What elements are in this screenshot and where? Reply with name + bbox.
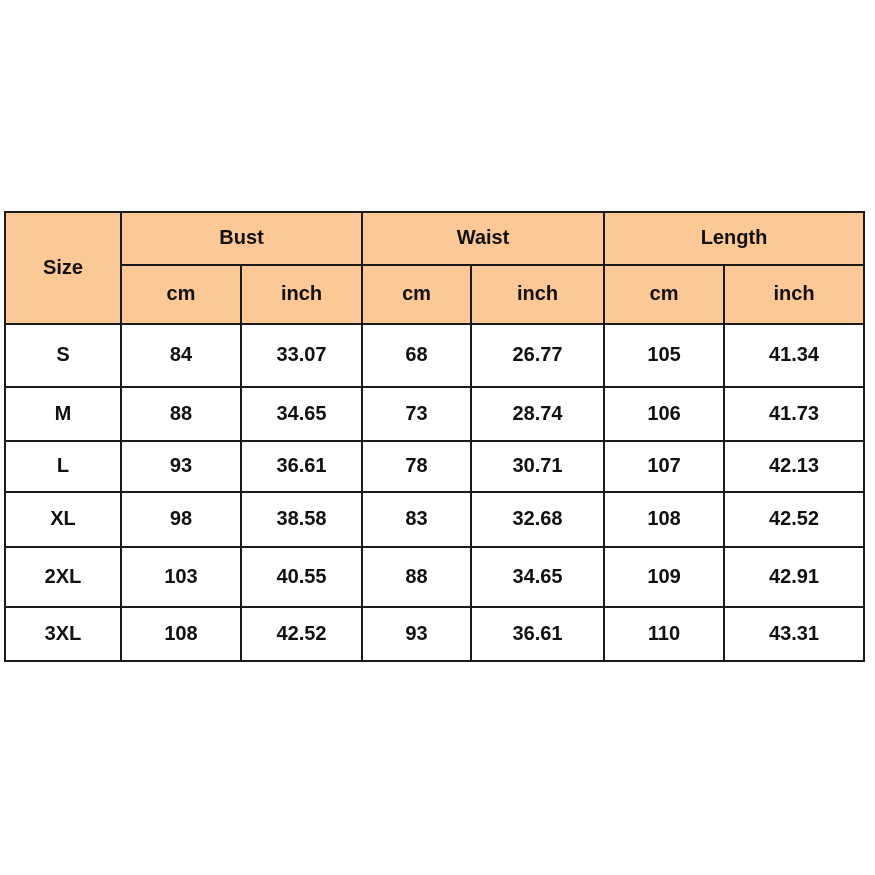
waist-inch-cell: 30.71	[471, 441, 604, 492]
waist-inch-header: inch	[471, 265, 604, 324]
length-inch-cell: 41.73	[724, 387, 864, 441]
table-row	[5, 387, 864, 441]
waist-cm-cell: 88	[362, 547, 471, 607]
bust-inch-cell: 33.07	[241, 324, 362, 387]
bust-inch-cell: 34.65	[241, 387, 362, 441]
table-body	[5, 324, 864, 661]
length-cm-cell: 106	[604, 387, 724, 441]
length-header: Length	[604, 212, 864, 265]
size-cell: 3XL	[5, 607, 121, 661]
bust-cm-cell: 84	[121, 324, 241, 387]
length-inch-cell: 43.31	[724, 607, 864, 661]
waist-cm-cell: 83	[362, 492, 471, 547]
waist-inch-cell: 32.68	[471, 492, 604, 547]
waist-inch-cell: 26.77	[471, 324, 604, 387]
size-cell: L	[5, 441, 121, 492]
waist-inch-cell: 36.61	[471, 607, 604, 661]
size-cell: XL	[5, 492, 121, 547]
table-row	[5, 547, 864, 607]
waist-inch-cell: 28.74	[471, 387, 604, 441]
size-chart-table	[4, 211, 865, 662]
table-row	[5, 492, 864, 547]
waist-cm-cell: 93	[362, 607, 471, 661]
waist-cm-header: cm	[362, 265, 471, 324]
length-inch-cell: 42.52	[724, 492, 864, 547]
bust-inch-cell: 40.55	[241, 547, 362, 607]
bust-cm-cell: 88	[121, 387, 241, 441]
length-inch-cell: 42.13	[724, 441, 864, 492]
bust-header: Bust	[121, 212, 362, 265]
size-cell: M	[5, 387, 121, 441]
waist-header: Waist	[362, 212, 604, 265]
size-header: Size	[5, 212, 121, 324]
waist-inch-cell: 34.65	[471, 547, 604, 607]
length-inch-cell: 41.34	[724, 324, 864, 387]
length-inch-header: inch	[724, 265, 864, 324]
size-cell: 2XL	[5, 547, 121, 607]
length-inch-cell: 42.91	[724, 547, 864, 607]
length-cm-header: cm	[604, 265, 724, 324]
table-header	[5, 212, 864, 324]
length-cm-cell: 110	[604, 607, 724, 661]
length-cm-cell: 109	[604, 547, 724, 607]
waist-cm-cell: 68	[362, 324, 471, 387]
bust-cm-cell: 93	[121, 441, 241, 492]
bust-inch-cell: 42.52	[241, 607, 362, 661]
bust-cm-header: cm	[121, 265, 241, 324]
length-cm-cell: 105	[604, 324, 724, 387]
bust-cm-cell: 103	[121, 547, 241, 607]
waist-cm-cell: 73	[362, 387, 471, 441]
size-cell: S	[5, 324, 121, 387]
bust-cm-cell: 98	[121, 492, 241, 547]
bust-cm-cell: 108	[121, 607, 241, 661]
table-row	[5, 324, 864, 387]
bust-inch-cell: 36.61	[241, 441, 362, 492]
bust-inch-cell: 38.58	[241, 492, 362, 547]
table-row	[5, 607, 864, 661]
waist-cm-cell: 78	[362, 441, 471, 492]
length-cm-cell: 108	[604, 492, 724, 547]
table-row	[5, 441, 864, 492]
bust-inch-header: inch	[241, 265, 362, 324]
length-cm-cell: 107	[604, 441, 724, 492]
